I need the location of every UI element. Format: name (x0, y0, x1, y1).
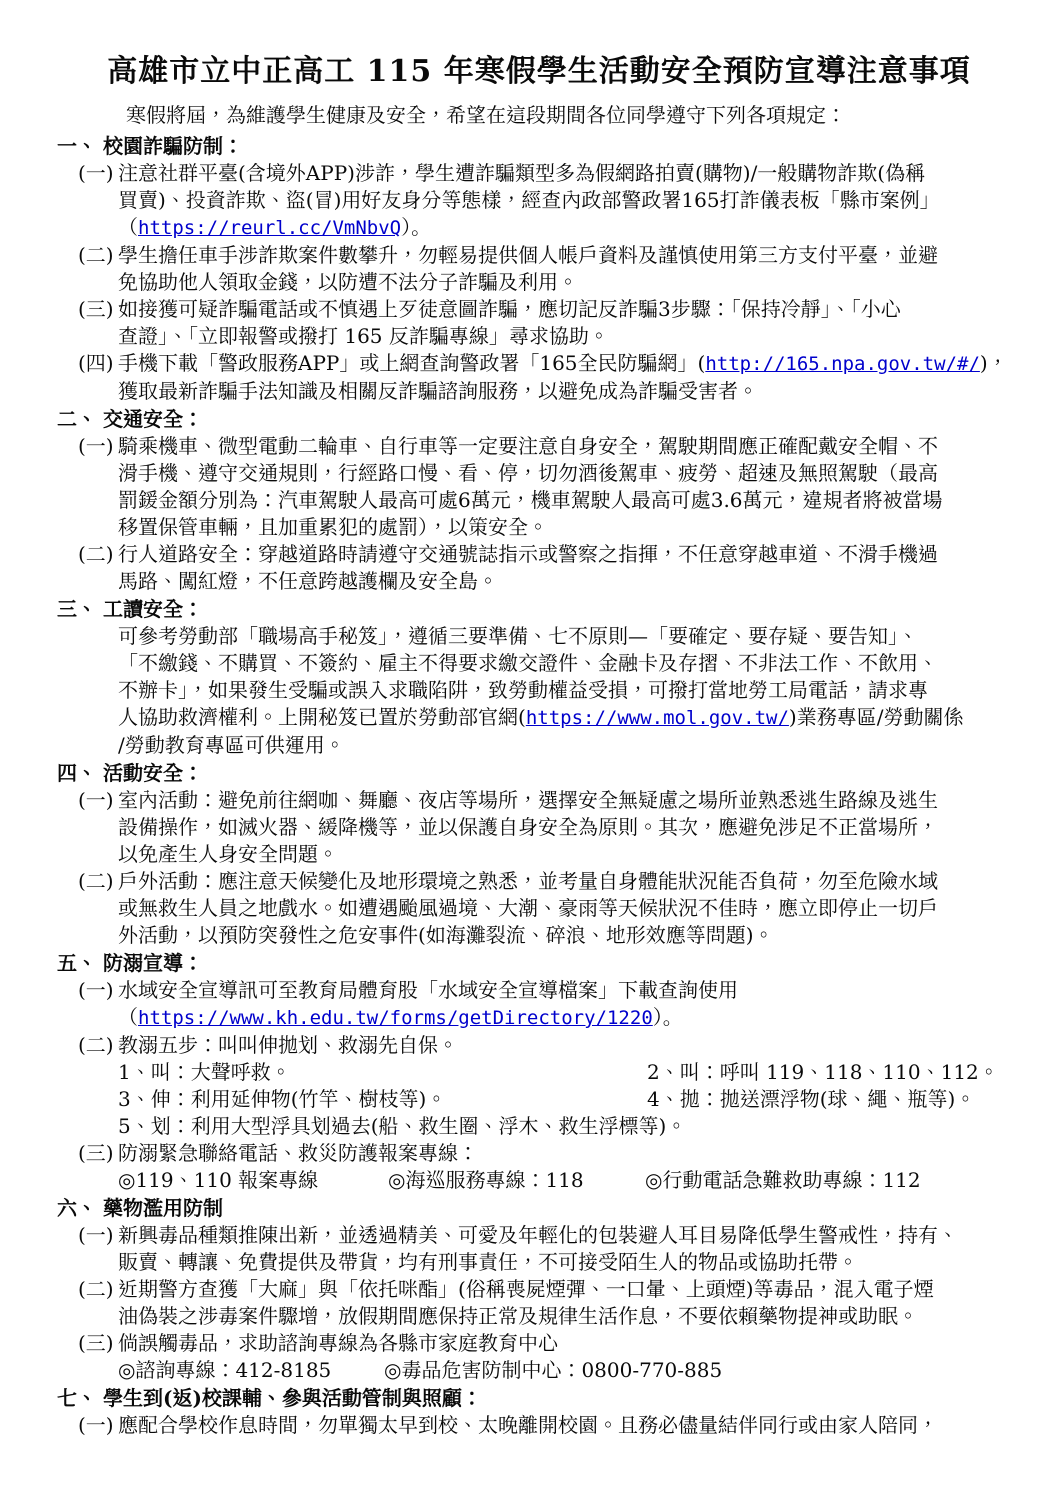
list-item (57, 433, 1021, 541)
item-marker: (二) (78, 1033, 114, 1057)
list-item (57, 868, 1021, 949)
section-heading (57, 132, 1021, 160)
section-title: 防溺宣導： (103, 951, 203, 975)
text-segment: 設備操作，如滅火器、緩降機等，並以保護自身安全為原則。其次，應避免涉足不正當場所， (118, 815, 938, 839)
text-segment: 免協助他人領取金錢，以防遭不法分子詐騙及利用。 (118, 270, 578, 294)
text-segment: （ (118, 215, 138, 239)
text-line (118, 732, 1021, 759)
text-line (118, 160, 1021, 187)
section-number: 六、 (57, 1196, 97, 1220)
section-number: 二、 (57, 407, 97, 431)
text-segment: 手機下載「警政服務APP」或上網查詢警政署「165全民防騙網」( (118, 351, 706, 375)
section-title: 藥物濫用防制 (103, 1196, 223, 1220)
text-segment: 行人道路安全：穿越道路時請遵守交通號誌指示或警察之指揮，不任意穿越車道、不滑手機過 (118, 542, 938, 566)
section (57, 949, 1021, 1194)
text-line (118, 977, 1021, 1004)
text-line (118, 922, 1021, 949)
text-line (118, 1059, 1021, 1086)
item-marker: (二) (78, 1277, 114, 1301)
text-segment: 買賣)、投資詐欺、盜(冒)用好友身分等態樣，經查內政部警政署165打詐儀表板「縣市案例」 (118, 188, 940, 212)
text-line (118, 296, 1021, 323)
text-line (118, 1032, 1021, 1059)
doc-link[interactable]: http://165.npa.gov.tw/#/ (705, 353, 980, 375)
text-line (118, 1113, 1021, 1140)
item-marker: (三) (78, 1141, 114, 1165)
text-line (118, 650, 1021, 677)
text-segment: 應配合學校作息時間，勿單獨太早到校、太晚離開校園。且務必儘量結伴同行或由家人陪同， (118, 1413, 938, 1437)
text-column: ◎119、110 報案專線 (118, 1168, 319, 1192)
text-segment: 罰鍰金額分別為：汽車駕駛人最高可處6萬元，機車駕駛人最高可處3.6萬元，違規者將被當場 (118, 488, 943, 512)
text-segment: 查證」、「立即報警或撥打 165 反詐騙專線」尋求協助。 (118, 324, 609, 348)
text-line (118, 623, 1021, 650)
text-line (118, 460, 1021, 487)
text-line (118, 787, 1021, 814)
text-line (118, 541, 1021, 568)
text-line (118, 677, 1021, 704)
text-line (118, 269, 1021, 296)
text-line (118, 323, 1021, 350)
section-heading (57, 1384, 1021, 1412)
list-item (57, 296, 1021, 350)
text-segment: 防溺緊急聯絡電話、救災防護報案專線： (118, 1141, 478, 1165)
list-item (57, 1330, 1021, 1384)
text-segment: )， (979, 351, 1008, 375)
item-marker: (一) (78, 1413, 114, 1437)
text-column: ◎諮詢專線：412-8185 (118, 1358, 332, 1382)
text-segment: /勞動教育專區可供運用。 (118, 733, 345, 757)
text-segment: 滑手機、遵守交通規則，行經路口慢、看、停，切勿酒後駕車、疲勞、超速及無照駕駛（最高 (118, 461, 938, 485)
section-number: 三、 (57, 597, 97, 621)
text-segment: 新興毒品種類推陳出新，並透過精美、可愛及年輕化的包裝避人耳目易降低學生警戒性，持有、 (118, 1223, 958, 1247)
text-segment: 注意社群平臺(含境外APP)涉詐，學生遭詐騙類型多為假網路拍賣(購物)/一般購物詐欺(偽稱 (118, 161, 926, 185)
text-column: 2、叫：呼叫 119、118、110、112。 (647, 1060, 999, 1084)
section (57, 595, 1021, 759)
text-column: ◎海巡服務專線：118 (388, 1168, 584, 1192)
section-heading (57, 1194, 1021, 1222)
text-line (118, 378, 1021, 405)
list-item (57, 1140, 1021, 1194)
text-segment: 教溺五步：叫叫伸拋划、救溺先自保。 (118, 1033, 458, 1057)
section (57, 405, 1021, 595)
item-marker: (一) (78, 1223, 114, 1247)
text-line (118, 350, 1021, 378)
doc-link[interactable]: https://www.kh.edu.tw/forms/getDirectory/1220 (138, 1007, 653, 1029)
text-segment: 如接獲可疑詐騙電話或不慎遇上歹徒意圖詐騙，應切記反詐騙3步驟：「保持冷靜」、「小心 (118, 297, 901, 321)
text-line (118, 514, 1021, 541)
list-item (57, 541, 1021, 595)
text-line (118, 895, 1021, 922)
text-column: ◎毒品危害防制中心：0800-770-885 (384, 1358, 723, 1382)
text-column: 1、叫：大聲呼救。 (118, 1060, 291, 1084)
doc-intro: 寒假將屆，為維護學生健康及安全，希望在這段期間各位同學遵守下列各項規定： (126, 103, 846, 127)
list-item (57, 623, 1021, 759)
text-segment: 或無救生人員之地戲水。如遭遇颱風過境、大潮、豪雨等天候狀況不佳時，應立即停止一切戶 (118, 896, 938, 920)
text-segment: 可參考勞動部「職場高手秘笈」，遵循三要準備、七不原則—「要確定、要存疑、要告知」、 (118, 624, 918, 648)
text-line (118, 704, 1021, 732)
text-line (118, 814, 1021, 841)
text-line (118, 1086, 1021, 1113)
section (57, 132, 1021, 405)
text-segment: 「不繳錢、不購買、不簽約、雇主不得要求繳交證件、金融卡及存摺、不非法工作、不飲用、 (118, 651, 938, 675)
text-line (118, 242, 1021, 269)
section-title: 活動安全： (103, 761, 203, 785)
item-marker: (二) (78, 869, 114, 893)
text-segment: 近期警方查獲「大麻」與「依托咪酯」(俗稱喪屍煙彈、一口暈、上頭煙)等毒品，混入電子煙 (118, 1277, 934, 1301)
section-number: 四、 (57, 761, 97, 785)
section (57, 1384, 1021, 1439)
text-line (118, 1140, 1021, 1167)
text-segment: 人協助救濟權利。上開秘笈已置於勞動部官網( (118, 705, 526, 729)
item-marker: (二) (78, 542, 114, 566)
item-marker: (一) (78, 434, 114, 458)
section-number: 五、 (57, 951, 97, 975)
text-segment: 販賣、轉讓、免費提供及帶貨，均有刑事責任，不可接受陌生人的物品或協助托帶。 (118, 1250, 858, 1274)
section-heading (57, 759, 1021, 787)
text-column: 3、伸：利用延伸物(竹竿、樹枝等)。 (118, 1087, 447, 1111)
item-marker: (四) (78, 351, 114, 375)
text-segment: 騎乘機車、微型電動二輪車、自行車等一定要注意自身安全，駕駛期間應正確配戴安全帽、不 (118, 434, 938, 458)
text-segment: 馬路、闖紅燈，不任意跨越護欄及安全島。 (118, 569, 498, 593)
text-line (118, 1004, 1021, 1032)
text-line (118, 1222, 1021, 1249)
text-line (118, 868, 1021, 895)
item-marker: (一) (78, 161, 114, 185)
text-segment: ）。 (652, 1005, 683, 1029)
text-segment: 倘誤觸毒品，求助諮詢專線為各縣市家庭教育中心 (118, 1331, 558, 1355)
doc-link[interactable]: https://reurl.cc/VmNbvQ (138, 217, 402, 239)
text-segment: 戶外活動：應注意天候變化及地形環境之熟悉，並考量自身體能狀況能否負荷，勿至危險水域 (118, 869, 938, 893)
item-marker: (一) (78, 978, 114, 1002)
text-segment: 水域安全宣導訊可至教育局體育股「水域安全宣導檔案」下載查詢使用 (118, 978, 738, 1002)
section-title: 學生到(返)校課輔、參與活動管制與照顧： (103, 1386, 482, 1410)
section-heading (57, 405, 1021, 433)
section (57, 1194, 1021, 1384)
text-line (118, 1249, 1021, 1276)
text-segment: 室內活動：避免前往網咖、舞廳、夜店等場所，選擇安全無疑慮之場所並熟悉逃生路線及逃生 (118, 788, 938, 812)
doc-link[interactable]: https://www.mol.gov.tw/ (525, 707, 789, 729)
list-item (57, 1222, 1021, 1276)
text-line (118, 568, 1021, 595)
text-segment: 外活動，以預防突發性之危安事件(如海灘裂流、碎浪、地形效應等問題)。 (118, 923, 774, 947)
text-line (118, 214, 1021, 242)
text-line (118, 1412, 1021, 1439)
list-item (57, 1032, 1021, 1140)
text-line (118, 433, 1021, 460)
item-marker: (一) (78, 788, 114, 812)
text-line (118, 1330, 1021, 1357)
list-item (57, 1276, 1021, 1330)
list-item (57, 977, 1021, 1032)
text-segment: （ (118, 1005, 138, 1029)
text-line (118, 1303, 1021, 1330)
text-line (118, 1276, 1021, 1303)
text-segment: 不辦卡」，如果發生受騙或誤入求職陷阱，致勞動權益受損，可撥打當地勞工局電話，請求專 (118, 678, 928, 702)
section-number: 七、 (57, 1386, 97, 1410)
text-segment: 學生擔任車手涉詐欺案件數攀升，勿輕易提供個人帳戶資料及謹慎使用第三方支付平臺，並避 (118, 243, 938, 267)
section-number: 一、 (57, 134, 97, 158)
item-marker: (二) (78, 243, 114, 267)
section-title: 工讀安全： (103, 597, 203, 621)
text-segment: 以免產生人身安全問題。 (118, 842, 338, 866)
section-title: 校園詐騙防制： (103, 134, 243, 158)
text-segment: ）。 (401, 215, 432, 239)
text-segment: 油偽裝之涉毒案件驟增，放假期間應保持正常及規律生活作息，不要依賴藥物提神或助眠。 (118, 1304, 918, 1328)
doc-title: 高雄市立中正高工 115 年寒假學生活動安全預防宣導注意事項 (107, 54, 971, 89)
section-heading (57, 595, 1021, 623)
item-marker: (三) (78, 297, 114, 321)
list-item (57, 1412, 1021, 1439)
sections-container (57, 132, 1021, 1439)
text-line (118, 487, 1021, 514)
list-item (57, 787, 1021, 868)
section-title: 交通安全： (103, 407, 203, 431)
text-column: ◎行動電話急難救助專線：112 (645, 1168, 921, 1192)
text-column: 4、拋：拋送漂浮物(球、繩、瓶等)。 (647, 1087, 976, 1111)
text-segment: 移置保管車輛，且加重累犯的處罰），以策安全。 (118, 515, 548, 539)
text-line (118, 187, 1021, 214)
text-segment: 5、划：利用大型浮具划過去(船、救生圈、浮木、救生浮標等)。 (118, 1114, 687, 1138)
text-line (118, 1357, 1021, 1384)
list-item (57, 350, 1021, 405)
text-line (118, 1167, 1021, 1194)
text-segment: 獲取最新詐騙手法知識及相關反詐騙諮詢服務，以避免成為詐騙受害者。 (118, 379, 758, 403)
section (57, 759, 1021, 949)
list-item (57, 242, 1021, 296)
section-heading (57, 949, 1021, 977)
list-item (57, 160, 1021, 242)
text-segment: )業務專區/勞動關係 (788, 705, 964, 729)
text-line (118, 841, 1021, 868)
item-marker: (三) (78, 1331, 114, 1355)
